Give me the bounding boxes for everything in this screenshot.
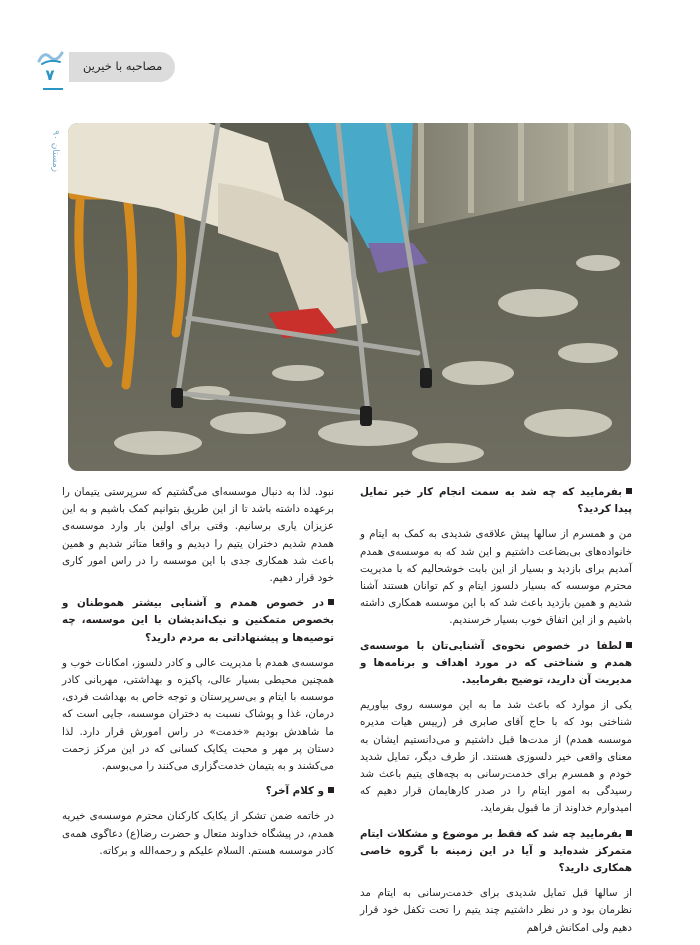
answer-paragraph: من و همسرم از سالها پیش علاقه‌ی شدیدی به کمک به ایتام و خانواده‌های بی‌بضاعت داشتیم و این شد که به موسسه‌ی همدم آمدیم برای بازدید و بسیار از این بابت خوشحالیم که با مدیریت محترم موسسه که بسیار دلسوز ایتام و کم توانان هستند آشنا شدیم و همین بازدید باعث شد که با این موسسه همکاری داشته باشیم و از این اتفاق خوب بسیار خرسندیم. — [360, 528, 632, 627]
bullet-square-icon — [328, 599, 334, 605]
question-text: بفرمایید چه شد که فقط بر موضوع و مشکلات ایتام متمرکز شده‌اید و آیا در این زمینه با گروه خاصی همکاری دارید؟ — [360, 827, 632, 875]
answer-paragraph: از سالها قبل تمایل شدیدی برای خدمت‌رسانی به ایتام مد نظرمان بود و در نظر داشتیم چند یتیم را تحت تکفل خود قرار دهیم ولی امکانش فراهم — [360, 887, 632, 934]
issue-label: زمستان ۹۰ — [50, 130, 60, 172]
answer-paragraph: یکی از موارد که باعث شد ما به این موسسه روی بیاوریم شناختی بود که با حاج آقای صابری فر (رییس هیات مدیره موسسه همدم) از مدت‌ها قبل داشتیم و می‌دانستیم ایشان به معنای واقعی خیر دلسوزی هستند. از طرف دیگر، تمایل شدید خودم و همسرم برای خدمت‌رسانی به بچه‌های یتیم باعث شد رسیدگی به امور ایتام را در صدر کارهایمان قرار دهیم که امیدوارم خداوند از ما قبول بفرماید. — [360, 699, 632, 815]
article-column-left — [62, 484, 334, 868]
answer-paragraph: در خاتمه ضمن تشکر از یکایک کارکنان محترم موسسه‌ی خیریه همدم، در پیشگاه خداوند متعال و حضرت رضا(ع) دعاگوی همه‌ی کادر موسسه هستم. السلام علیکم و رحمه‌الله و برکاته. — [62, 810, 334, 857]
question-text: بفرمایید که چه شد به سمت انجام کار خیر تمایل پیدا کردید؟ — [360, 486, 632, 516]
bullet-square-icon — [626, 830, 632, 836]
answer-paragraph: موسسه‌ی همدم با مدیریت عالی و کادر دلسوز، امکانات خوب و همچنین محیطی بسیار عالی، پاکیزه و بهداشتی، مهربانی کادر موسسه با ایتام و بی‌سرپرستان و توجه خاص به بهداشت فردی، درمان، غذا و پوشاک نسبت به دختران موسسه، جایی است که ما شاهدش بودیم «خدمت» در راس امورش قرار دارد. لذا دستان پر مهر و محبت یکایک کسانی که در این مرکز زحمت می‌کشند و به یتیمان خدمت‌گزاری می‌کنند را می‌بوسم. — [62, 656, 334, 773]
magazine-logo-icon — [36, 47, 66, 67]
article-column-right — [360, 484, 632, 945]
question-heading — [360, 484, 632, 518]
answer-paragraph: نبود. لذا به دنبال موسسه‌ای می‌گشتیم که سرپرستی یتیمان را برعهده داشته باشد تا از این طریق بتوانیم کمک باشیم و به این عزیزان یاری برسانیم. وقتی برای اولین بار وارد موسسه‌ی همدم شدیم دختران یتیم را دیدیم و واقعا متاثر شدیم و همین باعث شد همکاری جدی با این موسسه را در راس امور کاری خود قرار دهیم. — [62, 486, 334, 585]
bullet-square-icon — [328, 787, 334, 793]
section-tab — [69, 52, 175, 82]
page-number-rule — [43, 88, 63, 90]
question-heading — [360, 638, 632, 690]
question-heading — [360, 826, 632, 878]
bullet-square-icon — [626, 488, 632, 494]
question-text: لطفا در خصوص نحوه‌ی آشنایی‌تان با موسسه‌ی همدم و شناختی که در مورد اهداف و برنامه‌ها و مدیریت آن دارید، توضیح بفرمایید. — [360, 639, 632, 687]
section-title: مصاحبه با خیرین — [83, 59, 163, 73]
bullet-square-icon — [626, 642, 632, 648]
question-heading — [62, 783, 334, 800]
photo-elderly-with-walker — [68, 123, 631, 471]
page-number: ۷ — [45, 66, 55, 84]
question-heading — [62, 595, 334, 647]
question-text: و کلام آخر؟ — [265, 785, 324, 798]
question-text: در خصوص همدم و آشنایی بیشتر هموطنان و بخصوص متمکنین و نیک‌اندیشان با این موسسه، چه توصیه‌ها و پیشنهاداتی به مردم دارید؟ — [62, 597, 334, 644]
photo-illustration — [68, 123, 631, 471]
